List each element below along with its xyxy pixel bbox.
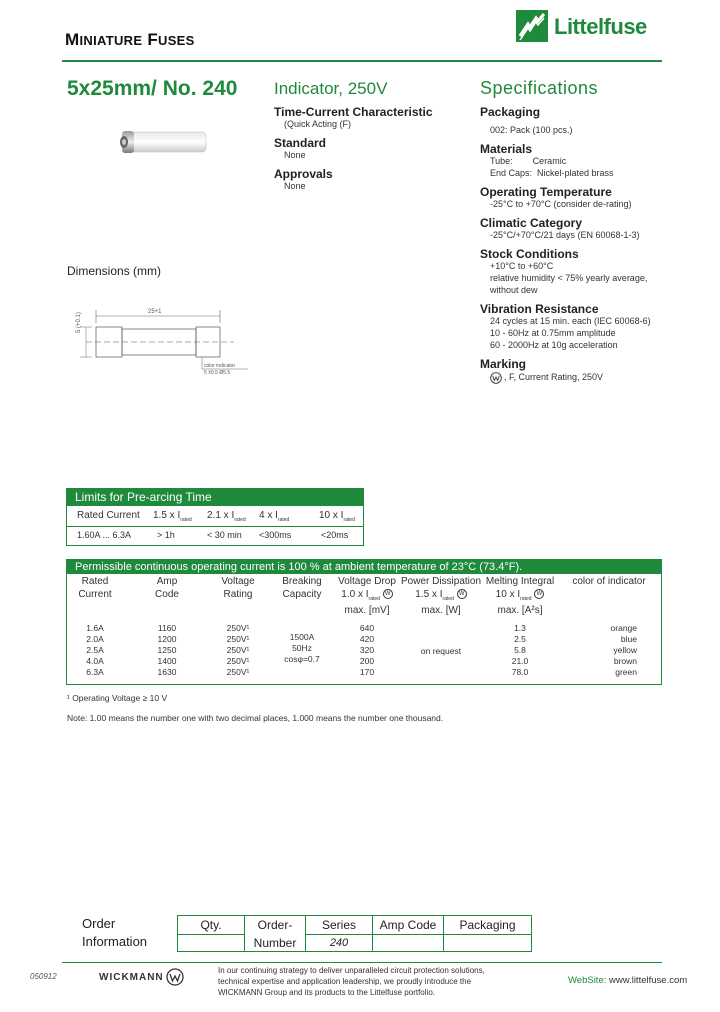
- order-header-order: Order-: [257, 918, 293, 932]
- col-header-vdrop-2-text: 1.0 x I: [341, 588, 369, 600]
- col-header-vdrop-3: max. [mV]: [344, 605, 390, 616]
- limits-separator: [67, 526, 363, 527]
- time-current-value: (Quick Acting (F): [284, 119, 352, 129]
- col-header-melting: [485, 576, 555, 618]
- limits-header-2-1-text: 2.1 x I: [207, 510, 235, 521]
- wickmann-mark-icon: W: [534, 589, 544, 599]
- col-header-breaking: [275, 576, 329, 601]
- table-cell: 2.5A: [86, 645, 104, 655]
- materials-caps: End Caps: Nickel-plated brass: [490, 168, 614, 178]
- table-cell: 50Hz: [292, 643, 312, 653]
- table-cell: 640: [359, 623, 375, 633]
- website[interactable]: [568, 975, 687, 986]
- table-cell: 1400: [157, 656, 177, 666]
- col-header-breaking-1: Breaking: [282, 576, 322, 587]
- col-header-voltage-2: Rating: [223, 588, 253, 600]
- footer-divider: [62, 962, 662, 963]
- littelfuse-logo: [516, 10, 652, 44]
- order-header-qty: Qty.: [200, 918, 222, 932]
- limits-row-10: <20ms: [321, 530, 349, 540]
- table-cell: 320: [359, 645, 375, 655]
- table-cell: 6.3A: [86, 667, 104, 677]
- order-cell-number: Number: [253, 936, 297, 950]
- table-cell: 21.0: [511, 656, 529, 666]
- footer-text-1: In our continuing strategy to deliver unparalleled circuit protection solutions,: [218, 966, 485, 975]
- col-voltage: [209, 623, 267, 678]
- limits-row-rated: 1.60A ... 6.3A: [77, 530, 132, 540]
- table-cell: 1.6A: [86, 623, 104, 633]
- table-cell: brown: [613, 656, 637, 666]
- table-cell: 1250: [157, 645, 177, 655]
- limits-header-rated: Rated Current: [77, 510, 140, 521]
- col-header-amp-2: Code: [155, 588, 179, 600]
- wickmann-logo-icon: [166, 968, 184, 986]
- marking-value: , F, Current Rating, 250V: [504, 372, 604, 382]
- stock-line-3: without dew: [490, 285, 538, 295]
- website-label: WebSite:: [568, 975, 607, 986]
- table-cell: 1200: [157, 634, 177, 644]
- fuse-image: [118, 130, 210, 154]
- limits-sub-3: rated: [277, 517, 290, 523]
- col-header-vdrop-2: [333, 589, 401, 606]
- limits-table-title: Limits for Pre-arcing Time: [67, 489, 363, 506]
- order-cell-packaging[interactable]: [444, 934, 531, 952]
- table-cell: 78.0: [511, 667, 529, 677]
- col-header-rated-2: Current: [78, 588, 112, 600]
- rating-table: [66, 559, 662, 685]
- limits-header-1-5: [153, 510, 192, 523]
- order-cell-amp[interactable]: [373, 934, 443, 952]
- order-header-packaging: Packaging: [459, 918, 516, 932]
- table-cell: 5.8: [514, 645, 526, 655]
- table-cell: 1500A: [289, 632, 315, 642]
- col-header-power-2: [397, 589, 485, 606]
- vdrop-sub: rated: [368, 595, 380, 602]
- col-header-color: color of indicator: [572, 576, 646, 587]
- rating-table-title: Permissible continuous operating current is 100 % at ambient temperature of 23°C (73.4°F).: [67, 560, 661, 574]
- col-breaking: [275, 632, 329, 665]
- limits-header-2-1: [207, 510, 246, 523]
- col-header-breaking-2: Capacity: [282, 588, 322, 600]
- climatic-label: Climatic Category: [480, 216, 583, 230]
- table-cell: 1160: [157, 623, 177, 633]
- table-cell: 250V¹: [226, 645, 250, 655]
- vibration-line-2: 10 - 60Hz at 0.75mm amplitude: [490, 328, 616, 338]
- table-cell: 2.5: [514, 634, 526, 644]
- table-cell: 2.0A: [86, 634, 104, 644]
- col-header-melting-2-text: 10 x I: [495, 588, 521, 600]
- limits-header-10: [319, 510, 355, 523]
- dim-length: 25+1: [148, 309, 162, 315]
- decimal-note: Note: 1.00 means the number one with two decimal places, 1.000 means the number one thousand.: [67, 713, 444, 723]
- document-code: 050912: [30, 972, 57, 981]
- limits-row-4: <300ms: [259, 530, 292, 540]
- brand-name: Littelfuse: [554, 14, 647, 39]
- limits-row-2-1: < 30 min: [207, 530, 242, 540]
- table-cell: 200: [359, 656, 375, 666]
- col-header-power-3: max. [W]: [421, 605, 461, 616]
- table-cell: 1.3: [514, 623, 526, 633]
- limits-header-10-text: 10 x I: [319, 510, 344, 521]
- col-header-vdrop: [333, 576, 401, 618]
- order-cell-series: 240: [329, 937, 349, 949]
- table-cell: 250V¹: [226, 656, 250, 666]
- limits-sub-1: rated: [180, 517, 192, 523]
- order-label: Order: [82, 916, 116, 931]
- website-url[interactable]: www.littelfuse.com: [609, 975, 688, 986]
- table-cell: 1630: [157, 667, 177, 677]
- table-cell: 250V¹: [226, 634, 250, 644]
- littelfuse-logo-icon: [516, 10, 548, 42]
- op-temp-value: -25°C to +70°C (consider de-rating): [490, 199, 632, 209]
- col-rated: [69, 623, 121, 678]
- limits-table: [66, 488, 364, 546]
- vibration-label: Vibration Resistance: [480, 302, 599, 316]
- marking-label: Marking: [480, 357, 527, 371]
- col-header-voltage-1: Voltage: [221, 576, 255, 587]
- col-power: on request: [420, 646, 462, 656]
- time-current-label: Time-Current Characteristic: [274, 105, 433, 119]
- packaging-value: 002: Pack (100 pcs.): [490, 125, 573, 135]
- table-cell: 250V¹: [226, 623, 250, 633]
- header-divider: [62, 60, 662, 62]
- approvals-label: Approvals: [274, 167, 333, 181]
- power-sub: rated: [442, 595, 454, 602]
- table-cell: cosφ=0.7: [284, 654, 320, 664]
- col-header-melting-2: [485, 589, 555, 606]
- col-color: [561, 623, 637, 678]
- col-header-power-2-text: 1.5 x I: [415, 588, 443, 600]
- table-cell: 4.0A: [86, 656, 104, 666]
- limits-sub-2: rated: [234, 517, 246, 523]
- limits-header-4: [259, 510, 289, 523]
- op-temp-label: Operating Temperature: [480, 185, 612, 199]
- table-cell: green: [615, 667, 637, 677]
- col-header-rated: [69, 576, 121, 601]
- footer-text-2: technical expertise and application leadership, we proudly introduce the: [218, 977, 472, 986]
- limits-header-1-5-text: 1.5 x I: [153, 510, 181, 521]
- order-header-amp: Amp Code: [379, 918, 437, 932]
- dimensions-label: Dimensions (mm): [67, 264, 162, 278]
- dim-diameter: 5 (+0.1): [76, 312, 82, 333]
- col-header-melting-3: max. [A²s]: [497, 605, 543, 616]
- dim-note: color indicator: [204, 363, 236, 369]
- materials-label: Materials: [480, 142, 533, 156]
- stock-label: Stock Conditions: [480, 247, 579, 261]
- climatic-value: -25°C/+70°C/21 days (EN 60068-1-3): [490, 230, 640, 240]
- order-table: [177, 915, 532, 952]
- approvals-value: None: [284, 181, 306, 191]
- vibration-line-3: 60 - 2000Hz at 10g acceleration: [490, 340, 618, 350]
- wickmann-mark-icon: W: [383, 589, 393, 599]
- order-header-series: Series: [321, 918, 356, 932]
- footer-text-3: WICKMANN Group and its products to the Littelfuse portfolio.: [218, 988, 435, 997]
- order-cell-qty[interactable]: [178, 934, 244, 952]
- limits-sub-4: rated: [343, 517, 355, 523]
- dim-note-2: 5 ±0.5 Ø5.5: [204, 370, 231, 376]
- col-melting: [485, 623, 555, 678]
- stock-line-1: +10°C to +60°C: [490, 261, 554, 271]
- col-amp: [139, 623, 195, 678]
- page-header-title: MINIATURE FUSES: [65, 30, 195, 49]
- col-vdrop: [333, 623, 401, 678]
- table-cell: 170: [359, 667, 375, 677]
- wickmann-mark-icon: [490, 372, 502, 384]
- col-header-power: [397, 576, 485, 618]
- col-header-melting-1: Melting Integral: [485, 576, 555, 587]
- wickmann-brand: WICKMANN: [99, 972, 164, 983]
- vibration-line-1: 24 cycles at 15 min. each (IEC 60068-6): [490, 316, 651, 326]
- table-cell: orange: [610, 623, 637, 633]
- col-header-voltage: [209, 576, 267, 601]
- operating-voltage-note: ¹ Operating Voltage ≥ 10 V: [67, 693, 168, 703]
- information-label: Information: [82, 934, 148, 949]
- table-cell: 250V¹: [226, 667, 250, 677]
- wickmann-mark-icon: W: [457, 589, 467, 599]
- table-cell: blue: [620, 634, 637, 644]
- packaging-label: Packaging: [480, 105, 541, 119]
- melting-sub: rated: [520, 595, 532, 602]
- product-subtitle: Indicator, 250V: [274, 79, 388, 98]
- col-header-power-1: Power Dissipation: [400, 576, 482, 587]
- limits-row-1-5: > 1h: [157, 530, 175, 540]
- table-cell: yellow: [613, 645, 637, 655]
- col-header-rated-1: Rated: [81, 576, 109, 587]
- product-title: 5x25mm/ No. 240: [67, 77, 238, 100]
- stock-line-2: relative humidity < 75% yearly average,: [490, 273, 648, 283]
- standard-label: Standard: [274, 136, 327, 150]
- specifications-title: Specifications: [480, 78, 599, 98]
- materials-tube: Tube: Ceramic: [490, 156, 567, 166]
- col-header-amp-1: Amp: [156, 576, 178, 587]
- col-header-amp: [139, 576, 195, 601]
- table-cell: 420: [359, 634, 375, 644]
- col-header-vdrop-1: Voltage Drop: [338, 576, 396, 587]
- standard-value: None: [284, 150, 306, 160]
- limits-header-4-text: 4 x I: [259, 510, 278, 521]
